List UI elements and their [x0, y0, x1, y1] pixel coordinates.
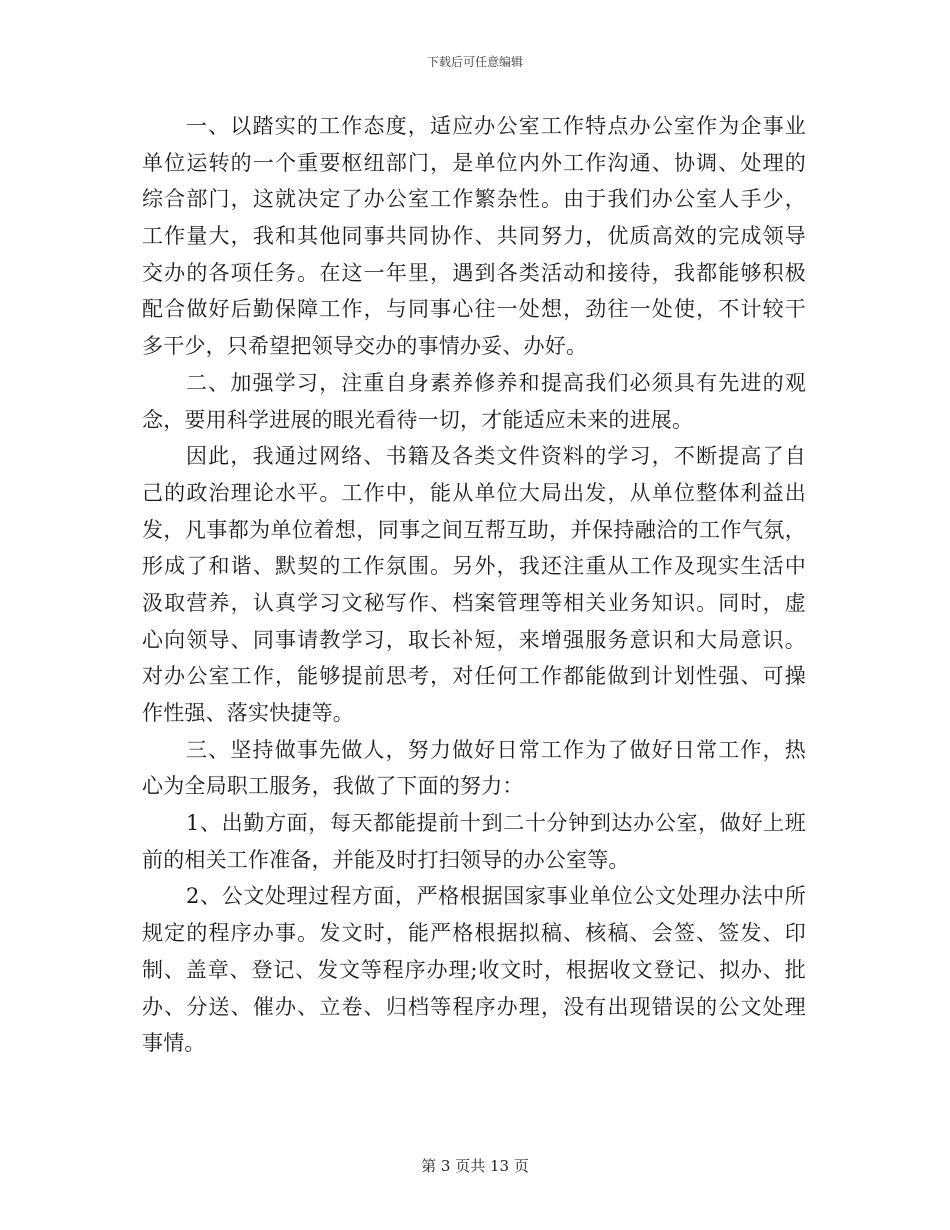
text-line: 工作量大，我和其他同事共同协作、共同努力，优质高效的完成领导: [142, 224, 806, 249]
text-line: 单位运转的一个重要枢纽部门，是单位内外工作沟通、协调、处理的: [142, 150, 806, 175]
paragraph-2: [142, 365, 806, 438]
text-line: 作性强、落实快捷等。: [142, 701, 354, 725]
text-line: 办、分送、催办、立卷、归档等程序办理，没有出现错误的公文处理: [142, 994, 806, 1019]
paragraph-5: [142, 805, 806, 878]
page-number: 第 3 页共 13 页: [421, 1157, 529, 1175]
text-line: 汲取营养，认真学习文秘写作、档案管理等相关业务知识。同时，虚: [142, 590, 806, 615]
text-line: 因此，我通过网络、书籍及各类文件资料的学习，不断提高了自: [186, 444, 806, 469]
text-line: 1、出勤方面，每天都能提前十到二十分钟到达办公室，做好上班: [186, 811, 806, 836]
page-header-note: 下载后可任意编辑: [426, 55, 523, 69]
text-line: 二、加强学习，注重自身素养修养和提高我们必须具有先进的观: [186, 370, 806, 395]
text-line: 事情。: [142, 1031, 206, 1056]
text-line: 心向领导、同事请教学习，取长补短，来增强服务意识和大局意识。: [142, 627, 806, 652]
text-line: 一、以踏实的工作态度，适应办公室工作特点办公室作为企事业: [186, 114, 806, 138]
text-line: 发，凡事都为单位着想，同事之间互帮互助，并保持融洽的工作气氛，: [142, 517, 806, 542]
paragraph-4: [142, 732, 806, 805]
paragraph-6: [142, 878, 806, 1061]
paragraph-3: [142, 438, 806, 732]
text-line: 综合部门，这就决定了办公室工作繁杂性。由于我们办公室人手少，: [142, 187, 806, 212]
text-line: 2、公文处理过程方面，严格根据国家事业单位公文处理办法中所: [186, 884, 806, 909]
document-body: [142, 108, 806, 1062]
text-line: 多干少，只希望把领导交办的事情办妥、办好。: [142, 334, 588, 359]
text-line: 规定的程序办事。发文时，能严格根据拟稿、核稿、会签、签发、印: [142, 921, 806, 946]
text-line: 念，要用科学进展的眼光看待一切，才能适应未来的进展。: [142, 407, 694, 432]
text-line: 交办的各项任务。在这一年里，遇到各类活动和接待，我都能够积极: [142, 260, 806, 285]
text-line: 前的相关工作准备，并能及时打扫领导的办公室等。: [142, 847, 630, 872]
text-line: 制、盖章、登记、发文等程序办理;收文时，根据收文登记、拟办、批: [142, 957, 806, 982]
text-line: 己的政治理论水平。工作中，能从单位大局出发，从单位整体利益出: [142, 480, 806, 505]
text-line: 三、坚持做事先做人，努力做好日常工作为了做好日常工作，热: [186, 737, 806, 762]
paragraph-1: [142, 108, 806, 365]
text-line: 形成了和谐、默契的工作氛围。另外，我还注重从工作及现实生活中: [142, 554, 806, 579]
text-line: 配合做好后勤保障工作，与同事心往一处想，劲往一处使，不计较干: [142, 297, 806, 322]
text-line: 心为全局职工服务，我做了下面的努力：: [142, 774, 524, 799]
text-line: 对办公室工作，能够提前思考，对任何工作都能做到计划性强、可操: [142, 664, 806, 689]
